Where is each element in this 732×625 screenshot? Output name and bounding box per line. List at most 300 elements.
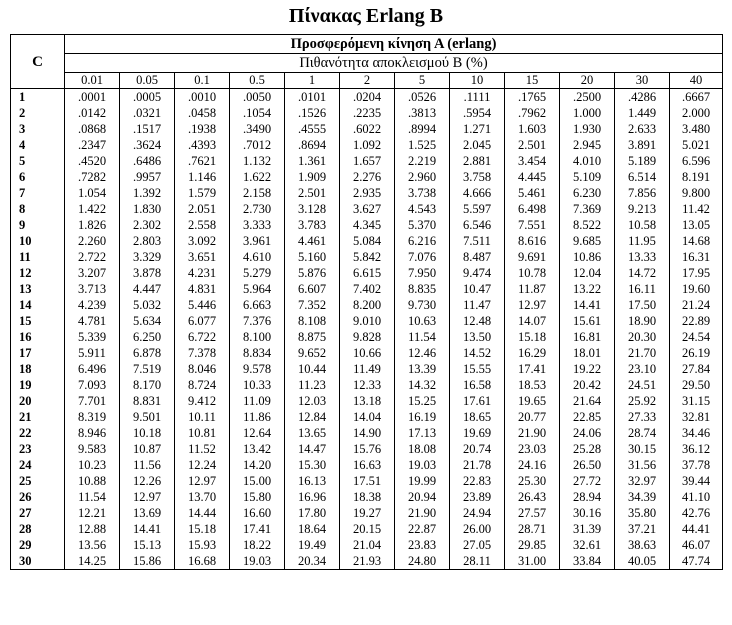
traffic-value-cell: 8.046: [175, 361, 230, 377]
traffic-value-cell: .8994: [395, 121, 450, 137]
table-row: [11, 409, 723, 425]
erlang-b-table: [10, 34, 723, 570]
traffic-value-cell: 4.461: [285, 233, 340, 249]
traffic-value-cell: 11.42: [670, 201, 723, 217]
traffic-value-cell: 12.24: [175, 457, 230, 473]
channel-count-cell: 17: [11, 345, 65, 361]
traffic-value-cell: 26.00: [450, 521, 505, 537]
traffic-value-cell: 1.132: [230, 153, 285, 169]
traffic-value-cell: 4.543: [395, 201, 450, 217]
traffic-value-cell: .3813: [395, 105, 450, 121]
traffic-value-cell: 17.80: [285, 505, 340, 521]
traffic-value-cell: 16.63: [340, 457, 395, 473]
channel-count-cell: 22: [11, 425, 65, 441]
channel-count-cell: 5: [11, 153, 65, 169]
traffic-value-cell: 11.52: [175, 441, 230, 457]
traffic-value-cell: 1.826: [65, 217, 120, 233]
traffic-value-cell: 1.622: [230, 169, 285, 185]
table-row: [11, 505, 723, 521]
traffic-value-cell: .1526: [285, 105, 340, 121]
channel-count-cell: 28: [11, 521, 65, 537]
traffic-value-cell: 3.713: [65, 281, 120, 297]
offered-traffic-header: Προσφερόμενη κίνηση Α (erlang): [65, 35, 723, 54]
traffic-value-cell: 20.15: [340, 521, 395, 537]
traffic-value-cell: 24.16: [505, 457, 560, 473]
traffic-value-cell: 13.56: [65, 537, 120, 553]
traffic-value-cell: 2.051: [175, 201, 230, 217]
traffic-value-cell: 10.44: [285, 361, 340, 377]
channel-count-cell: 23: [11, 441, 65, 457]
traffic-value-cell: 7.093: [65, 377, 120, 393]
table-row: [11, 281, 723, 297]
traffic-value-cell: 47.74: [670, 553, 723, 570]
traffic-value-cell: 4.831: [175, 281, 230, 297]
traffic-value-cell: .8694: [285, 137, 340, 153]
traffic-value-cell: 15.93: [175, 537, 230, 553]
traffic-value-cell: 5.911: [65, 345, 120, 361]
channel-count-cell: 20: [11, 393, 65, 409]
traffic-value-cell: 28.71: [505, 521, 560, 537]
traffic-value-cell: 17.41: [230, 521, 285, 537]
traffic-value-cell: 12.46: [395, 345, 450, 361]
traffic-value-cell: 8.487: [450, 249, 505, 265]
traffic-value-cell: 19.03: [395, 457, 450, 473]
table-row: [11, 441, 723, 457]
traffic-value-cell: 18.65: [450, 409, 505, 425]
traffic-value-cell: 17.95: [670, 265, 723, 281]
column-header: 40: [670, 73, 723, 89]
traffic-value-cell: 1.271: [450, 121, 505, 137]
traffic-value-cell: 11.23: [285, 377, 340, 393]
channel-count-cell: 21: [11, 409, 65, 425]
table-row: [11, 537, 723, 553]
traffic-value-cell: 3.891: [615, 137, 670, 153]
traffic-value-cell: 13.22: [560, 281, 615, 297]
traffic-value-cell: 11.09: [230, 393, 285, 409]
traffic-value-cell: 5.339: [65, 329, 120, 345]
traffic-value-cell: 23.10: [615, 361, 670, 377]
traffic-value-cell: 8.834: [230, 345, 285, 361]
traffic-value-cell: 21.90: [505, 425, 560, 441]
traffic-value-cell: 28.74: [615, 425, 670, 441]
traffic-value-cell: 37.78: [670, 457, 723, 473]
table-row: [11, 361, 723, 377]
channel-count-cell: 13: [11, 281, 65, 297]
column-header-row: [11, 73, 723, 89]
traffic-value-cell: 5.597: [450, 201, 505, 217]
traffic-value-cell: 20.34: [285, 553, 340, 570]
traffic-value-cell: 4.231: [175, 265, 230, 281]
traffic-value-cell: 7.701: [65, 393, 120, 409]
traffic-value-cell: 15.80: [230, 489, 285, 505]
table-row: [11, 185, 723, 201]
channel-count-cell: 1: [11, 89, 65, 106]
traffic-value-cell: .6486: [120, 153, 175, 169]
traffic-value-cell: 1.449: [615, 105, 670, 121]
traffic-value-cell: 24.54: [670, 329, 723, 345]
traffic-value-cell: 5.160: [285, 249, 340, 265]
channel-count-cell: 10: [11, 233, 65, 249]
traffic-value-cell: 16.11: [615, 281, 670, 297]
traffic-value-cell: 26.19: [670, 345, 723, 361]
table-row: [11, 473, 723, 489]
traffic-value-cell: 19.27: [340, 505, 395, 521]
traffic-value-cell: 17.41: [505, 361, 560, 377]
traffic-value-cell: 6.216: [395, 233, 450, 249]
traffic-value-cell: 13.42: [230, 441, 285, 457]
traffic-value-cell: 3.758: [450, 169, 505, 185]
traffic-value-cell: 8.522: [560, 217, 615, 233]
traffic-value-cell: 8.191: [670, 169, 723, 185]
traffic-value-cell: 6.250: [120, 329, 175, 345]
traffic-value-cell: 11.95: [615, 233, 670, 249]
traffic-value-cell: 42.76: [670, 505, 723, 521]
traffic-value-cell: 15.30: [285, 457, 340, 473]
column-header: 0.05: [120, 73, 175, 89]
traffic-value-cell: .0458: [175, 105, 230, 121]
traffic-value-cell: 19.69: [450, 425, 505, 441]
channel-count-cell: 26: [11, 489, 65, 505]
traffic-value-cell: 3.128: [285, 201, 340, 217]
traffic-value-cell: .7012: [230, 137, 285, 153]
traffic-value-cell: .1938: [175, 121, 230, 137]
traffic-value-cell: 2.722: [65, 249, 120, 265]
traffic-value-cell: .7621: [175, 153, 230, 169]
traffic-value-cell: 25.28: [560, 441, 615, 457]
traffic-value-cell: 38.63: [615, 537, 670, 553]
traffic-value-cell: 5.634: [120, 313, 175, 329]
traffic-value-cell: 9.800: [670, 185, 723, 201]
traffic-value-cell: 11.49: [340, 361, 395, 377]
traffic-value-cell: 15.00: [230, 473, 285, 489]
traffic-value-cell: 18.38: [340, 489, 395, 505]
traffic-value-cell: 21.93: [340, 553, 395, 570]
traffic-value-cell: 8.319: [65, 409, 120, 425]
traffic-value-cell: 8.875: [285, 329, 340, 345]
traffic-value-cell: 2.158: [230, 185, 285, 201]
traffic-value-cell: 3.738: [395, 185, 450, 201]
traffic-value-cell: 1.054: [65, 185, 120, 201]
traffic-value-cell: 9.578: [230, 361, 285, 377]
traffic-value-cell: 14.25: [65, 553, 120, 570]
traffic-value-cell: 8.831: [120, 393, 175, 409]
traffic-value-cell: 6.514: [615, 169, 670, 185]
traffic-value-cell: 9.730: [395, 297, 450, 313]
traffic-value-cell: 16.96: [285, 489, 340, 505]
column-header: 2: [340, 73, 395, 89]
traffic-value-cell: 18.01: [560, 345, 615, 361]
traffic-value-cell: 4.445: [505, 169, 560, 185]
channel-count-cell: 7: [11, 185, 65, 201]
traffic-value-cell: 6.878: [120, 345, 175, 361]
traffic-value-cell: 6.230: [560, 185, 615, 201]
traffic-value-cell: 39.44: [670, 473, 723, 489]
channel-count-cell: 27: [11, 505, 65, 521]
traffic-value-cell: .0526: [395, 89, 450, 106]
traffic-value-cell: 12.21: [65, 505, 120, 521]
table-row: [11, 377, 723, 393]
traffic-value-cell: 26.50: [560, 457, 615, 473]
traffic-value-cell: 14.68: [670, 233, 723, 249]
traffic-value-cell: 10.63: [395, 313, 450, 329]
traffic-value-cell: 15.76: [340, 441, 395, 457]
traffic-value-cell: .4286: [615, 89, 670, 106]
traffic-value-cell: 15.61: [560, 313, 615, 329]
table-row: [11, 297, 723, 313]
traffic-value-cell: 2.260: [65, 233, 120, 249]
traffic-value-cell: 17.13: [395, 425, 450, 441]
traffic-value-cell: .5954: [450, 105, 505, 121]
channel-count-cell: 9: [11, 217, 65, 233]
traffic-value-cell: 12.88: [65, 521, 120, 537]
traffic-value-cell: 9.652: [285, 345, 340, 361]
traffic-value-cell: 21.04: [340, 537, 395, 553]
traffic-value-cell: 2.501: [505, 137, 560, 153]
channel-count-cell: 3: [11, 121, 65, 137]
traffic-value-cell: .0204: [340, 89, 395, 106]
traffic-value-cell: 4.666: [450, 185, 505, 201]
traffic-value-cell: .3490: [230, 121, 285, 137]
traffic-value-cell: 14.47: [285, 441, 340, 457]
table-row: [11, 169, 723, 185]
traffic-value-cell: 18.22: [230, 537, 285, 553]
traffic-value-cell: 13.05: [670, 217, 723, 233]
traffic-value-cell: 11.54: [395, 329, 450, 345]
traffic-value-cell: .1765: [505, 89, 560, 106]
traffic-value-cell: 28.11: [450, 553, 505, 570]
traffic-value-cell: 4.610: [230, 249, 285, 265]
table-row: [11, 153, 723, 169]
traffic-value-cell: .6667: [670, 89, 723, 106]
traffic-value-cell: 4.781: [65, 313, 120, 329]
traffic-value-cell: 21.78: [450, 457, 505, 473]
table-row: [11, 89, 723, 106]
traffic-value-cell: 30.16: [560, 505, 615, 521]
traffic-value-cell: .6022: [340, 121, 395, 137]
traffic-value-cell: 8.200: [340, 297, 395, 313]
traffic-value-cell: 22.89: [670, 313, 723, 329]
channel-count-cell: 8: [11, 201, 65, 217]
traffic-value-cell: 2.945: [560, 137, 615, 153]
traffic-value-cell: 18.53: [505, 377, 560, 393]
traffic-value-cell: 12.48: [450, 313, 505, 329]
traffic-value-cell: 25.30: [505, 473, 560, 489]
traffic-value-cell: 2.960: [395, 169, 450, 185]
table-row: [11, 521, 723, 537]
traffic-value-cell: .0010: [175, 89, 230, 106]
traffic-value-cell: 5.279: [230, 265, 285, 281]
traffic-value-cell: 10.78: [505, 265, 560, 281]
traffic-value-cell: .4555: [285, 121, 340, 137]
traffic-value-cell: 1.657: [340, 153, 395, 169]
traffic-value-cell: 3.878: [120, 265, 175, 281]
traffic-value-cell: 40.05: [615, 553, 670, 570]
traffic-value-cell: 6.615: [340, 265, 395, 281]
traffic-value-cell: 11.87: [505, 281, 560, 297]
traffic-value-cell: .2235: [340, 105, 395, 121]
traffic-value-cell: 22.85: [560, 409, 615, 425]
traffic-value-cell: 5.964: [230, 281, 285, 297]
traffic-value-cell: 9.501: [120, 409, 175, 425]
traffic-value-cell: 46.07: [670, 537, 723, 553]
traffic-value-cell: 10.11: [175, 409, 230, 425]
traffic-value-cell: 3.207: [65, 265, 120, 281]
channel-count-cell: 11: [11, 249, 65, 265]
traffic-value-cell: 25.92: [615, 393, 670, 409]
table-row: [11, 249, 723, 265]
traffic-value-cell: 7.378: [175, 345, 230, 361]
traffic-value-cell: 12.97: [505, 297, 560, 313]
traffic-value-cell: .0142: [65, 105, 120, 121]
traffic-value-cell: 3.627: [340, 201, 395, 217]
traffic-value-cell: 20.42: [560, 377, 615, 393]
traffic-value-cell: 12.64: [230, 425, 285, 441]
channel-count-cell: 30: [11, 553, 65, 570]
traffic-value-cell: 4.447: [120, 281, 175, 297]
traffic-value-cell: 31.56: [615, 457, 670, 473]
traffic-value-cell: 1.000: [560, 105, 615, 121]
channel-count-cell: 16: [11, 329, 65, 345]
channel-count-cell: 18: [11, 361, 65, 377]
traffic-value-cell: 14.90: [340, 425, 395, 441]
traffic-value-cell: 30.15: [615, 441, 670, 457]
traffic-value-cell: 36.12: [670, 441, 723, 457]
traffic-value-cell: 9.828: [340, 329, 395, 345]
traffic-value-cell: 9.213: [615, 201, 670, 217]
traffic-value-cell: .0005: [120, 89, 175, 106]
traffic-value-cell: 31.39: [560, 521, 615, 537]
traffic-value-cell: 2.881: [450, 153, 505, 169]
traffic-value-cell: .2500: [560, 89, 615, 106]
traffic-value-cell: 12.26: [120, 473, 175, 489]
traffic-value-cell: 6.596: [670, 153, 723, 169]
traffic-value-cell: 29.85: [505, 537, 560, 553]
traffic-value-cell: 32.61: [560, 537, 615, 553]
column-header: 1: [285, 73, 340, 89]
traffic-value-cell: 14.04: [340, 409, 395, 425]
traffic-value-cell: .7962: [505, 105, 560, 121]
traffic-value-cell: 2.000: [670, 105, 723, 121]
table-row: [11, 137, 723, 153]
traffic-value-cell: 3.961: [230, 233, 285, 249]
traffic-value-cell: 29.50: [670, 377, 723, 393]
traffic-value-cell: 33.84: [560, 553, 615, 570]
traffic-value-cell: 6.496: [65, 361, 120, 377]
traffic-value-cell: 23.03: [505, 441, 560, 457]
traffic-value-cell: 27.33: [615, 409, 670, 425]
traffic-value-cell: 35.80: [615, 505, 670, 521]
traffic-value-cell: 17.51: [340, 473, 395, 489]
traffic-value-cell: 7.551: [505, 217, 560, 233]
table-row: [11, 489, 723, 505]
traffic-value-cell: 2.558: [175, 217, 230, 233]
traffic-value-cell: 32.97: [615, 473, 670, 489]
traffic-value-cell: 1.146: [175, 169, 230, 185]
traffic-value-cell: 1.603: [505, 121, 560, 137]
traffic-value-cell: 7.511: [450, 233, 505, 249]
traffic-value-cell: 14.20: [230, 457, 285, 473]
channel-count-cell: 25: [11, 473, 65, 489]
traffic-value-cell: 13.50: [450, 329, 505, 345]
traffic-value-cell: 3.092: [175, 233, 230, 249]
column-header: 20: [560, 73, 615, 89]
traffic-value-cell: 24.06: [560, 425, 615, 441]
traffic-value-cell: 1.092: [340, 137, 395, 153]
traffic-value-cell: 16.68: [175, 553, 230, 570]
traffic-value-cell: 17.61: [450, 393, 505, 409]
channel-count-cell: 14: [11, 297, 65, 313]
table-body: [11, 89, 723, 570]
traffic-value-cell: 14.52: [450, 345, 505, 361]
traffic-value-cell: 7.076: [395, 249, 450, 265]
traffic-value-cell: 24.80: [395, 553, 450, 570]
traffic-value-cell: .9957: [120, 169, 175, 185]
traffic-value-cell: 7.352: [285, 297, 340, 313]
traffic-value-cell: 11.86: [230, 409, 285, 425]
traffic-value-cell: 19.60: [670, 281, 723, 297]
traffic-value-cell: 15.13: [120, 537, 175, 553]
traffic-value-cell: 10.81: [175, 425, 230, 441]
channel-count-cell: 2: [11, 105, 65, 121]
traffic-value-cell: 5.189: [615, 153, 670, 169]
traffic-value-cell: 8.724: [175, 377, 230, 393]
table-row: [11, 425, 723, 441]
traffic-value-cell: 5.842: [340, 249, 395, 265]
traffic-value-cell: 10.33: [230, 377, 285, 393]
traffic-value-cell: 5.461: [505, 185, 560, 201]
table-row: [11, 345, 723, 361]
traffic-value-cell: 10.58: [615, 217, 670, 233]
traffic-value-cell: 22.83: [450, 473, 505, 489]
traffic-value-cell: 13.65: [285, 425, 340, 441]
traffic-value-cell: 20.77: [505, 409, 560, 425]
traffic-value-cell: 19.03: [230, 553, 285, 570]
traffic-value-cell: 3.333: [230, 217, 285, 233]
traffic-value-cell: 7.519: [120, 361, 175, 377]
traffic-value-cell: 18.08: [395, 441, 450, 457]
traffic-value-cell: 21.64: [560, 393, 615, 409]
traffic-value-cell: 20.30: [615, 329, 670, 345]
traffic-value-cell: 10.18: [120, 425, 175, 441]
traffic-value-cell: 6.607: [285, 281, 340, 297]
traffic-value-cell: 19.99: [395, 473, 450, 489]
traffic-value-cell: 22.87: [395, 521, 450, 537]
traffic-value-cell: 1.930: [560, 121, 615, 137]
channel-count-cell: 15: [11, 313, 65, 329]
traffic-value-cell: .0321: [120, 105, 175, 121]
traffic-value-cell: 2.276: [340, 169, 395, 185]
table-row: [11, 233, 723, 249]
traffic-value-cell: 2.219: [395, 153, 450, 169]
traffic-value-cell: 12.04: [560, 265, 615, 281]
traffic-value-cell: 12.97: [120, 489, 175, 505]
traffic-value-cell: 12.84: [285, 409, 340, 425]
traffic-value-cell: 6.498: [505, 201, 560, 217]
traffic-value-cell: 27.84: [670, 361, 723, 377]
traffic-value-cell: 27.05: [450, 537, 505, 553]
channel-count-cell: 12: [11, 265, 65, 281]
traffic-value-cell: 5.446: [175, 297, 230, 313]
traffic-value-cell: .0868: [65, 121, 120, 137]
traffic-value-cell: 14.07: [505, 313, 560, 329]
traffic-value-cell: 9.010: [340, 313, 395, 329]
traffic-value-cell: .3624: [120, 137, 175, 153]
traffic-value-cell: 15.55: [450, 361, 505, 377]
traffic-value-cell: 1.909: [285, 169, 340, 185]
traffic-value-cell: 16.58: [450, 377, 505, 393]
column-header: 10: [450, 73, 505, 89]
traffic-value-cell: 6.663: [230, 297, 285, 313]
